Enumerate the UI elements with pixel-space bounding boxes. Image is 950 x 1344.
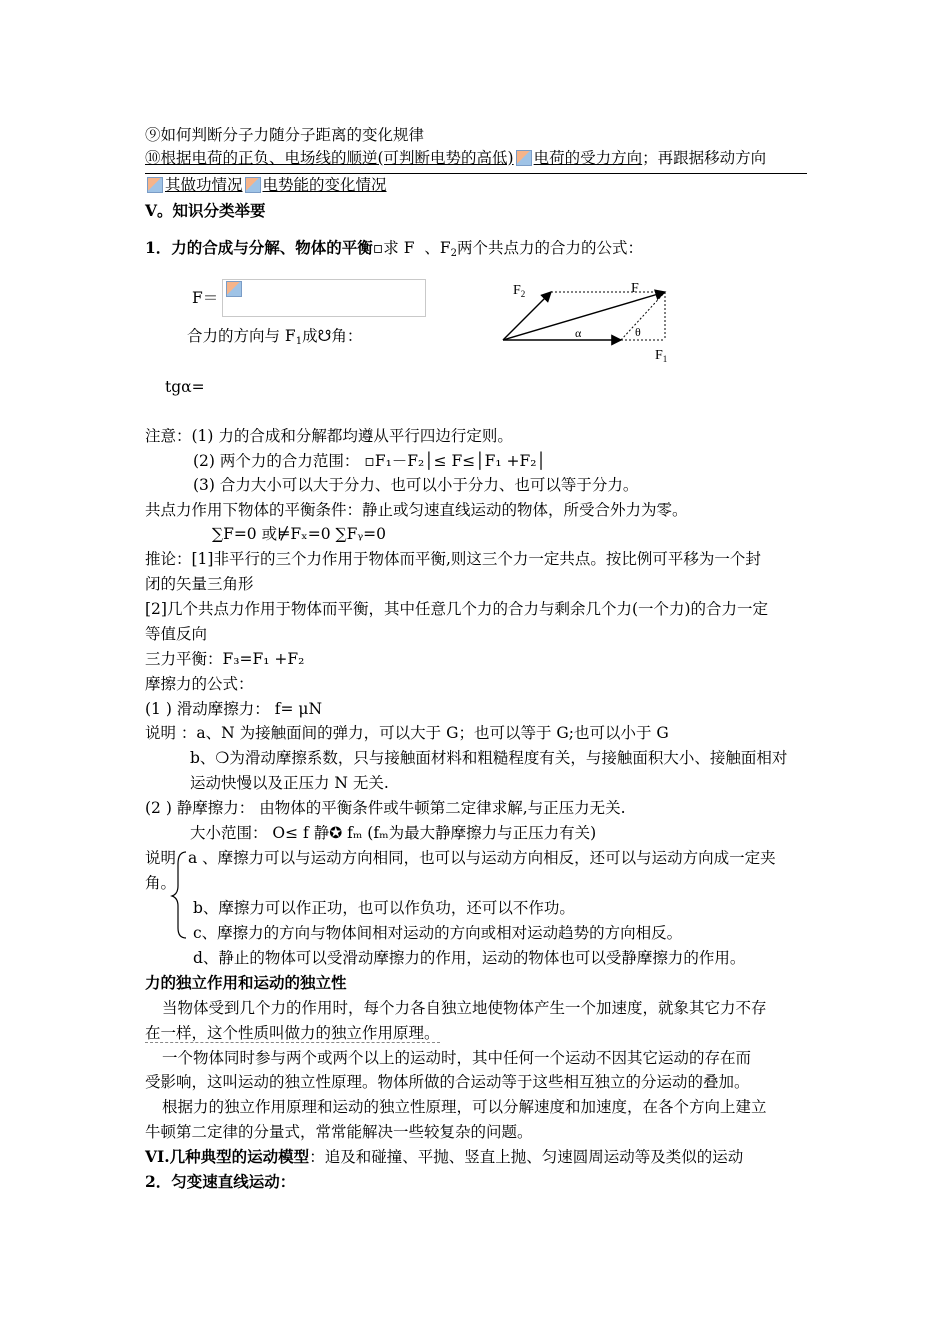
explain-b: b、摩擦力可以作正功，也可以作负功，还可以不作功。 <box>193 899 575 917</box>
line-molecular-force: ⑨如何判断分子力随分子距离的变化规律 <box>145 126 425 144</box>
para-1b <box>145 1022 440 1044</box>
section-heading-v: V。知识分类举要 <box>145 201 266 220</box>
text-p1b: 在一样，这个性质叫做力的独立作用原理。 <box>145 1024 440 1042</box>
explain-a: a 、摩擦力可以与运动方向相同，也可以与运动方向相反，还可以与运动方向成一定夹 <box>188 849 776 867</box>
text-potential-energy: 电势能的变化情况 <box>262 176 387 194</box>
line-charge-direction <box>145 147 766 169</box>
sliding-note-b: b、❍为滑动摩擦系数，只与接触面材料和粗糙程度有关，与接触面积大小、接触面相对 <box>190 749 788 767</box>
text-work: 其做功情况 <box>165 176 243 194</box>
image-placeholder-icon <box>245 177 261 193</box>
label-f: F <box>631 281 639 296</box>
label-f1: $F_1$ <box>655 348 668 364</box>
text-f-eq: F＝ <box>192 289 219 307</box>
formula-f <box>192 287 218 309</box>
text-find-f: ▫求 F <box>372 239 415 257</box>
label-theta: θ <box>635 325 641 339</box>
para-2a: 一个物体同时参与两个或两个以上的运动时，其中任何一个运动不因其它运动的存在而 <box>162 1049 752 1067</box>
line-force-composition <box>145 237 643 259</box>
text-force-direction: 电荷的受力方向 <box>533 149 643 167</box>
independence-heading: 力的独立作用和运动的独立性 <box>145 973 347 992</box>
text-formula-label: 两个共点力的合力的公式： <box>456 239 643 257</box>
section-heading-vi <box>145 1146 743 1168</box>
text-vi-content: ：追及和碰撞、平抛、竖直上抛、匀速圆周运动等及类似的运动 <box>309 1148 744 1166</box>
corollary-2b: 等值反向 <box>145 625 208 643</box>
three-force-balance: 三力平衡：F₃=F₁ +F₂ <box>145 650 305 668</box>
corollary-1b: 闭的矢量三角形 <box>145 575 254 593</box>
text-f2-sub: 2 <box>450 248 457 259</box>
sliding-note-b2: 运动快慢以及正压力 N 无关. <box>190 774 389 792</box>
equilibrium-equation: ∑F=0 或⊭Fₓ=0 ∑Fᵧ=0 <box>212 525 387 543</box>
text-vi-heading: VI.几种典型的运动模型 <box>145 1147 310 1166</box>
image-placeholder-icon <box>516 150 532 166</box>
static-range: 大小范围： O≤ f 静✪ fₘ (fₘ为最大静摩擦力与正压力有关) <box>190 824 597 842</box>
explain-c: c、摩擦力的方向与物体间相对运动的方向或相对运动趋势的方向相反。 <box>193 924 683 942</box>
sliding-friction: (1 ) 滑动摩擦力： f= μN <box>145 700 323 718</box>
text-direction-a: 合力的方向与 F <box>187 327 296 345</box>
label-alpha: α <box>575 326 582 340</box>
static-friction: (2 ) 静摩擦力： 由物体的平衡条件或牛顿第二定律求解,与正压力无关. <box>145 799 626 817</box>
para-3a: 根据力的独立作用原理和运动的独立性原理，可以分解速度和加速度，在各个方向上建立 <box>162 1098 767 1116</box>
corollary-1a: 推论：[1]非平行的三个力作用于物体而平衡,则这三个力一定共点。按比例可平移为一个封 <box>145 550 761 568</box>
text-direction-sub: 1 <box>295 336 303 347</box>
brace <box>170 850 190 940</box>
sliding-note-a: 说明 ：a、N 为接触面间的弹力，可以大于 G；也可以等于 G;也可以小于 G <box>145 724 669 742</box>
text-direction-c: 成☋角： <box>302 327 363 345</box>
explain-a2: 角。 <box>145 874 177 892</box>
para-3b: 牛顿第二定律的分量式，常常能解决一些较复杂的问题。 <box>145 1123 533 1141</box>
note-1: 注意：(1) 力的合成和分解都均遵从平行四边行定则。 <box>145 427 513 445</box>
line-work <box>145 173 807 196</box>
formula-box <box>222 279 426 317</box>
text-force-heading: 1．力的合成与分解、物体的平衡 <box>145 238 373 257</box>
force-parallelogram-diagram <box>495 275 685 365</box>
line-direction <box>187 325 362 347</box>
note-2: (2) 两个力的合力范围： ▫F₁－F₂│≤ F≤│F₁ +F₂│ <box>193 452 546 470</box>
section-2-heading: 2．匀变速直线运动： <box>145 1172 296 1191</box>
explain-d: d、静止的物体可以受滑动摩擦力的作用，运动的物体也可以受静摩擦力的作用。 <box>193 949 746 967</box>
explain-label: 说明 <box>145 849 177 867</box>
para-1a: 当物体受到几个力的作用时，每个力各自独立地使物体产生一个加速度，就象其它力不存 <box>162 999 767 1017</box>
note-3: (3) 合力大小可以大于分力、也可以小于分力、也可以等于分力。 <box>193 476 639 494</box>
line-tan: tgα= <box>165 378 205 396</box>
corollary-2a: [2]几个共点力作用于物体而平衡，其中任意几个力的合力与剩余几个力(一个力)的合力一定 <box>145 600 769 618</box>
friction-heading: 摩擦力的公式： <box>145 675 254 693</box>
equilibrium-condition: 共点力作用下物体的平衡条件：静止或匀速直线运动的物体，所受合外力为零。 <box>145 501 688 519</box>
text-f2: 、F <box>424 239 451 257</box>
label-f2: $F_2$ <box>513 283 526 299</box>
text-move-direction: ；再跟据移动方向 <box>642 149 767 167</box>
image-placeholder-icon <box>226 281 242 297</box>
para-2b: 受影响，这叫运动的独立性原理。物体所做的合运动等于这些相互独立的分运动的叠加。 <box>145 1073 750 1091</box>
image-placeholder-icon <box>147 177 163 193</box>
text-charge-sign: ⑩根据电荷的正负、电场线的顺逆(可判断电势的高低) <box>145 149 514 167</box>
